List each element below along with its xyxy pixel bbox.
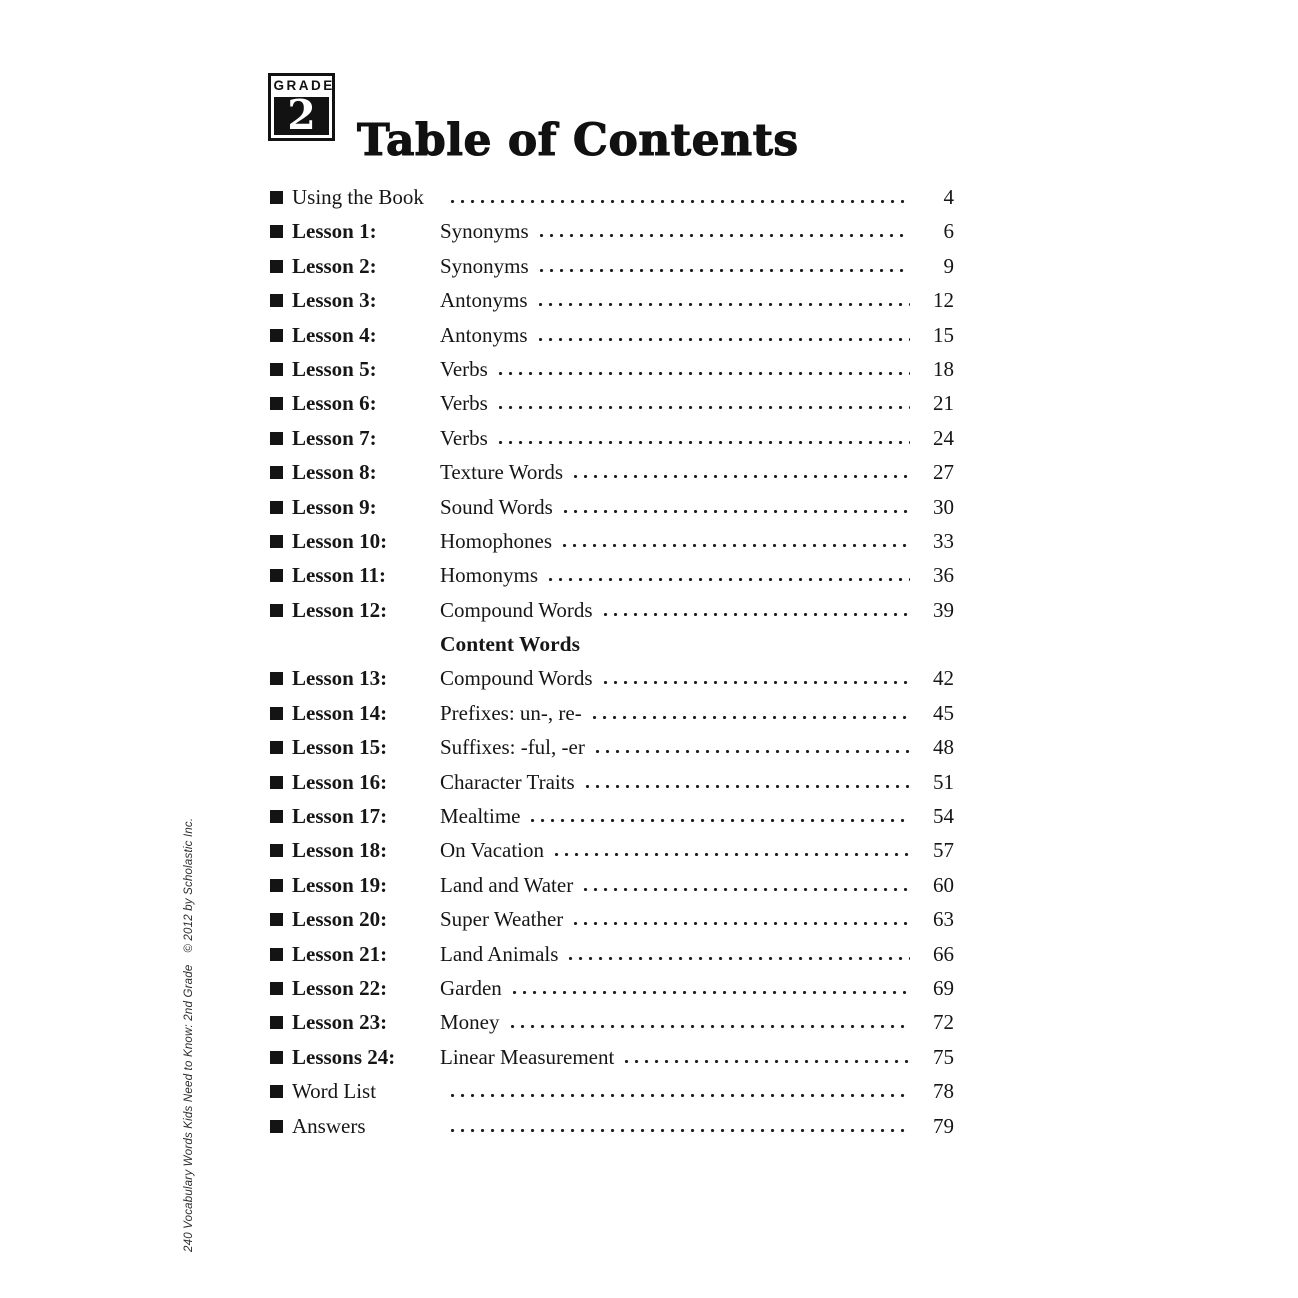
toc-entry-page: 69: [933, 975, 954, 1000]
toc-entry-topic: Homonyms: [440, 563, 539, 588]
dot-leader: [563, 544, 910, 547]
page-title: Table of Contents: [357, 115, 799, 167]
bullet-square-icon: [270, 948, 283, 961]
toc-entry-page: 63: [933, 907, 954, 932]
toc-entry-label: Lesson 17:: [292, 804, 388, 829]
dot-leader: [511, 1025, 911, 1028]
label-column: [270, 490, 440, 524]
bullet-square-icon: [270, 776, 283, 789]
toc-entry-topic: Super Weather: [440, 907, 564, 932]
label-column: [270, 421, 440, 455]
dot-leader: [513, 991, 910, 994]
bullet-square-icon: [270, 844, 283, 857]
toc-entry-page: 15: [933, 322, 954, 347]
toc-entry-page: 66: [933, 941, 954, 966]
toc-entry: [270, 180, 954, 214]
bullet-square-icon: [270, 1120, 283, 1133]
grade-badge: [268, 73, 335, 141]
bullet-square-icon: [270, 707, 283, 720]
bullet-square-icon: [270, 913, 283, 926]
dot-leader: [586, 785, 910, 788]
toc-entry-label: Lesson 15:: [292, 735, 388, 760]
toc-entry-page: 72: [933, 1010, 954, 1035]
toc-entry-label: Lesson 2:: [292, 253, 377, 278]
grade-badge-label: GRADE: [273, 78, 335, 93]
toc-entry: [270, 524, 954, 558]
toc-entry-page: 27: [933, 460, 954, 485]
toc-entry-page: 4: [943, 185, 954, 209]
toc-entry-label: Lesson 7:: [292, 425, 377, 450]
toc-entry: [270, 1074, 954, 1108]
toc-entry-label: Lesson 13:: [292, 666, 388, 691]
toc-entry-topic: Antonyms: [440, 288, 528, 313]
toc-entry: [270, 490, 954, 524]
dot-leader: [574, 475, 910, 478]
toc-entry-topic: Homophones: [440, 528, 552, 553]
toc-entry-label: Lesson 18:: [292, 838, 388, 863]
dot-leader: [564, 510, 910, 513]
toc-entry-topic: Money: [440, 1010, 500, 1035]
dot-leader: [451, 1094, 910, 1097]
toc-entry: [270, 902, 954, 936]
toc-entry: [270, 730, 954, 764]
bullet-square-icon: [270, 1016, 283, 1029]
toc-entry-label: Using the Book: [292, 185, 424, 209]
bullet-square-icon: [270, 741, 283, 754]
label-column: [270, 799, 440, 833]
toc-entry: [270, 937, 954, 971]
toc-entry: [270, 249, 954, 283]
dot-leader: [451, 200, 910, 203]
label-column: [270, 386, 440, 420]
toc-entry-label: Lesson 9:: [292, 494, 377, 519]
toc-entry-page: 18: [933, 356, 954, 381]
dot-leader: [555, 853, 910, 856]
toc-entry-page: 54: [933, 804, 954, 829]
dot-leader: [625, 1060, 910, 1063]
toc-entry-page: 48: [933, 735, 954, 760]
dot-leader: [499, 372, 910, 375]
toc-entry: [270, 386, 954, 420]
toc-entry-page: 57: [933, 838, 954, 863]
label-column: [270, 558, 440, 592]
toc-entry-topic: Land Animals: [440, 941, 559, 966]
toc-entry-page: 24: [933, 425, 954, 450]
toc-entry: [270, 868, 954, 902]
label-column: [270, 971, 440, 1005]
dot-leader: [604, 613, 910, 616]
toc-entry-label: Lesson 23:: [292, 1010, 388, 1035]
bullet-square-icon: [270, 1085, 283, 1098]
label-column: [270, 249, 440, 283]
toc-entry-label: Lessons 24:: [292, 1044, 396, 1069]
toc-entry: [270, 455, 954, 489]
toc-entry-topic: Suffixes: -ful, -er: [440, 735, 585, 760]
toc-entry-topic: Compound Words: [440, 597, 593, 622]
toc-entry: [270, 558, 954, 592]
toc-entry: [270, 1005, 954, 1039]
toc-entry-page: 51: [933, 769, 954, 794]
toc-entry-topic: Mealtime: [440, 804, 521, 829]
toc-entry-page: 45: [933, 700, 954, 725]
toc-entry: [270, 661, 954, 695]
bullet-square-icon: [270, 466, 283, 479]
toc-entry-topic: Synonyms: [440, 253, 529, 278]
toc-entry-page: 75: [933, 1044, 954, 1069]
bullet-square-icon: [270, 604, 283, 617]
toc-entry-label: Lesson 22:: [292, 975, 388, 1000]
bullet-square-icon: [270, 879, 283, 892]
toc-entry-topic: Prefixes: un-, re-: [440, 700, 582, 725]
toc-entry-label: Answers: [292, 1113, 366, 1138]
toc-entry: [270, 593, 954, 627]
dot-leader: [549, 578, 910, 581]
dot-leader: [584, 888, 910, 891]
bullet-square-icon: [270, 810, 283, 823]
toc-entry-label: Lesson 12:: [292, 597, 388, 622]
dot-leader: [540, 234, 910, 237]
toc-entry-topic: Compound Words: [440, 666, 593, 691]
label-column: [270, 524, 440, 558]
dot-leader: [539, 303, 910, 306]
bullet-square-icon: [270, 569, 283, 582]
toc-entry-label: Lesson 8:: [292, 460, 377, 485]
toc-entry-topic: Verbs: [440, 356, 488, 381]
label-column: [270, 1005, 440, 1039]
toc-entry-topic: Garden: [440, 975, 502, 1000]
toc-entry: [270, 283, 954, 317]
toc-entry-label: Lesson 10:: [292, 528, 388, 553]
toc-entry-label: Lesson 6:: [292, 391, 377, 416]
toc-entry-page: 9: [943, 253, 954, 278]
copyright-sidebar-text: 240 Vocabulary Words Kids Need to Know: 2nd Grade © 2012 by Scholastic Inc.: [183, 817, 195, 1252]
toc-entry-topic: Land and Water: [440, 872, 574, 897]
toc-entry-page: 21: [933, 391, 954, 416]
bullet-square-icon: [270, 535, 283, 548]
dot-leader: [451, 1129, 910, 1132]
toc-entry-page: 78: [933, 1079, 954, 1104]
label-column: [270, 214, 440, 248]
bullet-square-icon: [270, 672, 283, 685]
toc-entry-topic: Linear Measurement: [440, 1044, 615, 1069]
label-column: [270, 661, 440, 695]
section-title: Content Words: [440, 632, 580, 657]
toc-entry: [270, 421, 954, 455]
bullet-square-icon: [270, 982, 283, 995]
toc-entry: [270, 1040, 954, 1074]
toc-entry-label: Lesson 4:: [292, 322, 377, 347]
toc-entry-topic: Verbs: [440, 391, 488, 416]
toc-entry-label: Lesson 19:: [292, 872, 388, 897]
toc-entry: [270, 696, 954, 730]
toc-entry: [270, 1109, 954, 1143]
grade-badge-number: 2: [274, 97, 329, 135]
dot-leader: [539, 338, 910, 341]
dot-leader: [593, 716, 910, 719]
label-column: [270, 696, 440, 730]
label-column: [270, 455, 440, 489]
toc-entry: [270, 799, 954, 833]
toc-entry-page: 12: [933, 288, 954, 313]
toc-entry: [270, 833, 954, 867]
bullet-square-icon: [270, 294, 283, 307]
label-column: [270, 937, 440, 971]
toc-entry: [270, 214, 954, 248]
bullet-square-icon: [270, 432, 283, 445]
label-column: [270, 318, 440, 352]
label-column: [270, 833, 440, 867]
dot-leader: [596, 750, 910, 753]
bullet-square-icon: [270, 329, 283, 342]
toc-entry-label: Lesson 20:: [292, 907, 388, 932]
toc-entry-label: Lesson 11:: [292, 563, 386, 588]
toc-entry-label: Lesson 16:: [292, 769, 388, 794]
toc-section-header: [270, 627, 954, 661]
bullet-square-icon: [270, 225, 283, 238]
dot-leader: [499, 441, 910, 444]
label-column: [270, 765, 440, 799]
bullet-square-icon: [270, 1051, 283, 1064]
toc-entry: [270, 318, 954, 352]
label-column: [270, 902, 440, 936]
toc-entry-label: Word List: [292, 1079, 377, 1104]
label-column: [270, 283, 440, 317]
toc-entry: [270, 352, 954, 386]
toc-entry: [270, 971, 954, 1005]
bullet-square-icon: [270, 363, 283, 376]
toc-entry-topic: On Vacation: [440, 838, 545, 863]
toc-entry-page: 30: [933, 494, 954, 519]
dot-leader: [499, 406, 910, 409]
dot-leader: [531, 819, 910, 822]
toc-entry-page: 60: [933, 872, 954, 897]
toc-entry-topic: Synonyms: [440, 219, 529, 244]
dot-leader: [574, 922, 910, 925]
label-column: [270, 1040, 440, 1074]
toc-entry-label: Lesson 5:: [292, 356, 377, 381]
bullet-square-icon: [270, 397, 283, 410]
toc-entry-page: 79: [933, 1113, 954, 1138]
dot-leader: [569, 957, 910, 960]
toc-entry-topic: Character Traits: [440, 769, 575, 794]
dot-leader: [604, 681, 910, 684]
dot-leader: [540, 269, 910, 272]
toc-list: [270, 180, 954, 1143]
bullet-square-icon: [270, 191, 283, 204]
toc-entry-topic: Antonyms: [440, 322, 528, 347]
toc-entry-label: Lesson 14:: [292, 700, 388, 725]
toc-entry-page: 42: [933, 666, 954, 691]
toc-entry-label: Lesson 3:: [292, 288, 377, 313]
toc-entry-label: Lesson 21:: [292, 941, 388, 966]
toc-entry-topic: Verbs: [440, 425, 488, 450]
toc-entry: [270, 765, 954, 799]
label-column: [270, 180, 440, 214]
toc-entry-topic: Sound Words: [440, 494, 553, 519]
toc-entry-page: 39: [933, 597, 954, 622]
toc-entry-label: Lesson 1:: [292, 219, 377, 244]
toc-entry-page: 6: [943, 219, 954, 244]
label-column: [270, 868, 440, 902]
bullet-square-icon: [270, 260, 283, 273]
label-column: [270, 1109, 440, 1143]
toc-entry-topic: Texture Words: [440, 460, 564, 485]
bullet-square-icon: [270, 501, 283, 514]
toc-entry-page: 33: [933, 528, 954, 553]
label-column: [270, 1074, 440, 1108]
label-column: [270, 730, 440, 764]
label-column: [270, 593, 440, 627]
toc-entry-page: 36: [933, 563, 954, 588]
label-column: [270, 352, 440, 386]
